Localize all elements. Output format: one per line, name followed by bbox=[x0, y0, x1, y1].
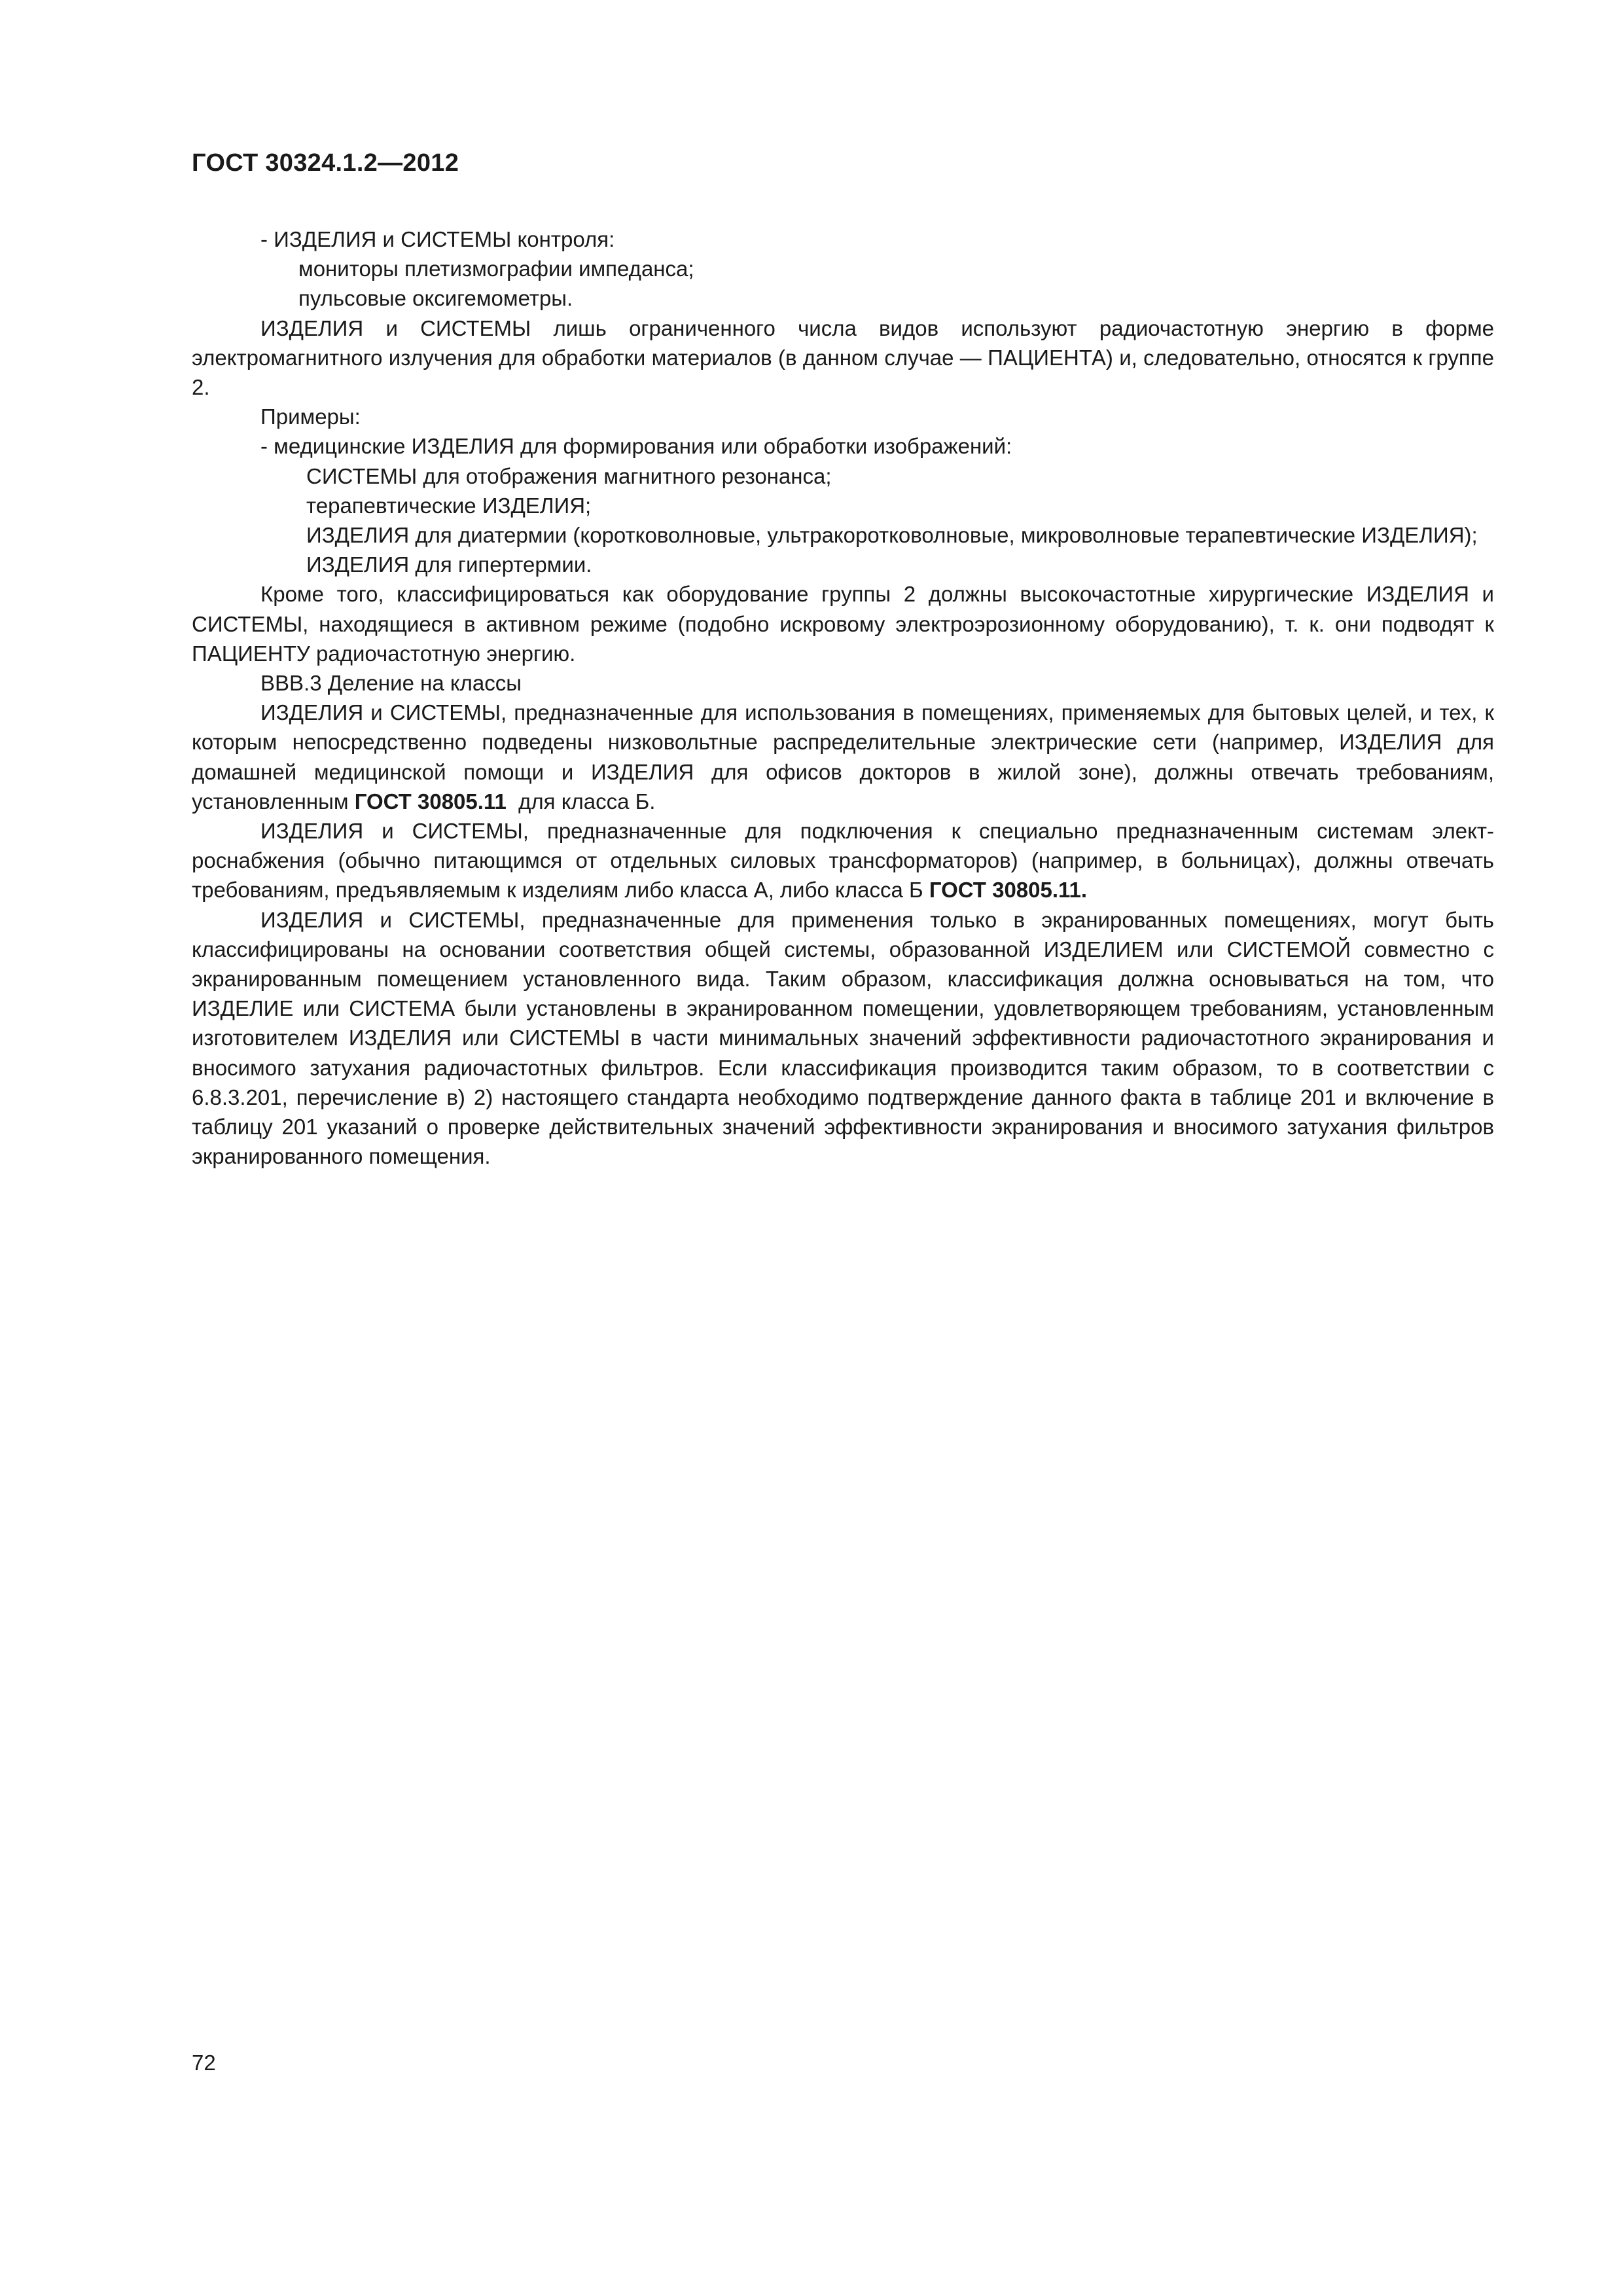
sub-item-pulse-oximeters: пульсовые оксигемометры. bbox=[298, 286, 573, 311]
paragraph-class-b bbox=[192, 698, 1494, 816]
paragraph-hf-surgical: Кроме того, классифицироваться как оборудование группы 2 должны высокочастотные хирургические ИЗДЕЛИЯ и СИСТЕМЫ, находящиеся в активном режиме (подобно искровому электроэрозионному оборудованию), т. к. они подводят к ПАЦИЕНТУ радиочастотную энергию. bbox=[192, 582, 1494, 666]
paragraph-shielded-rooms: ИЗДЕЛИЯ и СИСТЕМЫ, предназначенные для применения только в экранированных помещениях, могут быть классифицированы на основании соответствия общей системы, образованной ИЗДЕЛИЕМ или СИСТЕМОЙ совместно с экранированным помещением установленного вида. Таким образом, классификация должна основываться на том, что ИЗДЕЛИЕ или СИСТЕМА были установлены в экранированном помещении, удовлетворяющем требованиям, установленным изготовителем ИЗДЕЛИЯ или СИСТЕМЫ в части минимальных значений эффективности радиочастотного экранирования и вносимого затухания радиочастотных фильтров. Если классификация производится таким образом, то в соответствии с 6.8.3.201, перечисление в) 2) настоящего стандарта необходимо подтверждение данного факта в таблице 201 и включение в таблицу 201 указаний о проверке действительных значений эффективности экранирования и вносимого затухания фильтров экранированного помещения. bbox=[192, 907, 1494, 1169]
list-item-control-devices: - ИЗДЕЛИЯ и СИСТЕМЫ контроля: bbox=[260, 227, 615, 251]
paragraph-class-a-or-b bbox=[192, 816, 1494, 905]
page-number: 72 bbox=[192, 2051, 216, 2075]
standard-reference: ГОСТ 30805.11. bbox=[929, 878, 1088, 903]
paragraph-class-b-text: ИЗДЕЛИЯ и СИСТЕМЫ, предназначенные для использования в помещениях, применяемых для бытовых целей, и тех, к которым непосредственно подведены низковольтные распределительные электрические сети (например, ИЗДЕЛИЯ для домашней медицинской помощи и ИЗДЕЛИЯ для офисов докторов в жилой зоне), должны отвечать требованиям, установленным bbox=[192, 700, 1494, 814]
paragraph-group-2: ИЗДЕЛИЯ и СИСТЕМЫ лишь ограниченного числа видов используют радиочастотную энергию в форме электромагнитного излучения для обработки материалов (в данном случае — ПАЦИЕНТА) и, следовательно, относятся к группе 2. bbox=[192, 315, 1494, 400]
document-header: ГОСТ 30324.1.2—2012 bbox=[192, 149, 459, 177]
examples-label: Примеры: bbox=[260, 404, 361, 429]
document-body bbox=[192, 224, 1494, 1172]
standard-reference: ГОСТ 30805.11 bbox=[354, 789, 507, 814]
sub-item-diathermy-devices: ИЗДЕЛИЯ для диатермии (коротковолновые, ультракоротковолновые, микроволновые терапевтические ИЗДЕЛИЯ); bbox=[306, 523, 1478, 548]
sub-item-mri-systems: СИСТЕМЫ для отображения магнитного резонанса; bbox=[306, 463, 832, 488]
sub-item-impedance-monitors: мониторы плетизмографии импеданса; bbox=[298, 257, 694, 281]
sub-item-therapeutic-devices: терапевтические ИЗДЕЛИЯ; bbox=[306, 493, 592, 518]
paragraph-class-b-tail: для класса Б. bbox=[506, 789, 656, 814]
section-heading-classes: ВВВ.3 Деление на классы bbox=[260, 671, 522, 696]
sub-item-hyperthermia-devices: ИЗДЕЛИЯ для гипертермии. bbox=[306, 552, 592, 577]
list-item-imaging-devices: - медицинские ИЗДЕЛИЯ для формирования или обработки изображений: bbox=[260, 434, 1012, 459]
paragraph-class-a-or-b-text: ИЗДЕЛИЯ и СИСТЕМЫ, предназначенные для подключения к специально предназначенным системам электроснабжения (обычно питающимся от отдельных силовых трансформаторов) (например, в больницах), должны отвечать требованиям, предъявляемым к изделиям либо класса А, либо класса Б bbox=[192, 819, 1494, 903]
